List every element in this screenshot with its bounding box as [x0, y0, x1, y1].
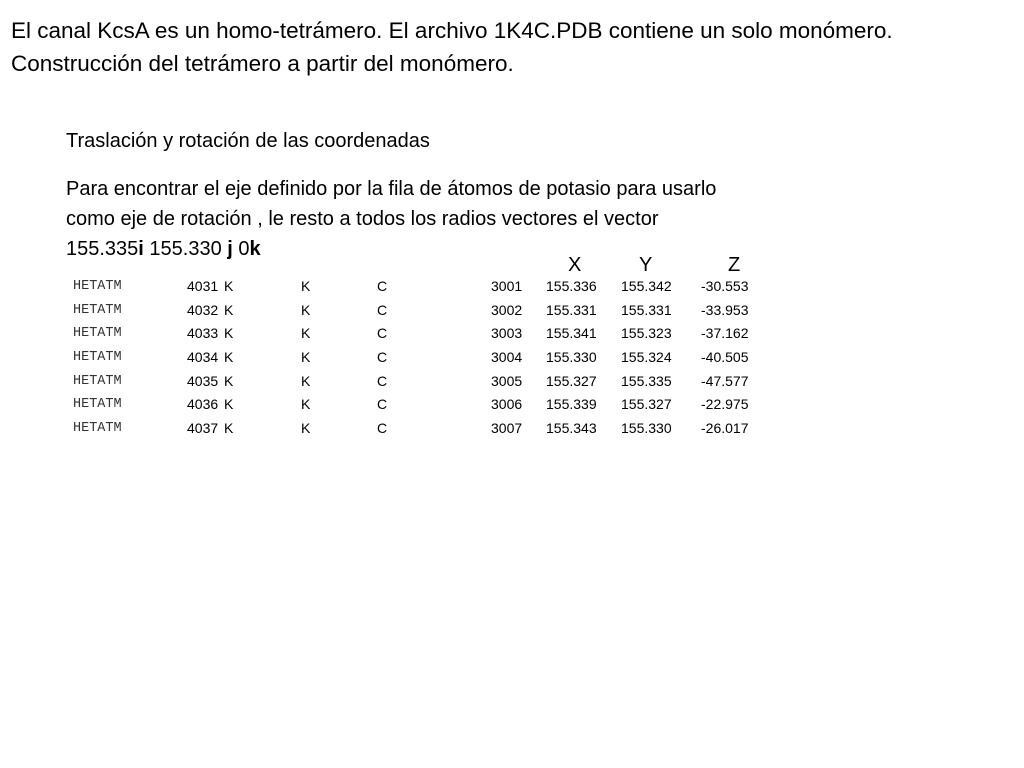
- coord-x: 155.341: [546, 325, 597, 342]
- table-row: [72, 370, 772, 394]
- coord-x: 155.330: [546, 349, 597, 366]
- vector-k-value: 0: [232, 238, 250, 260]
- coord-y: 155.331: [621, 301, 672, 318]
- table-row: [72, 346, 772, 370]
- record-type: HETATM: [73, 279, 122, 294]
- coord-z: -40.505: [701, 349, 749, 366]
- coord-y: 155.324: [621, 349, 672, 366]
- record-type: HETATM: [73, 373, 122, 389]
- coord-z: -22.975: [701, 396, 749, 413]
- title-line-2: Construcción del tetrámero a partir del monómero.: [11, 51, 514, 76]
- atom-serial: 4031: [187, 278, 219, 294]
- residue-name: K: [301, 396, 311, 413]
- chain-id: C: [377, 396, 388, 413]
- column-header-z: Z: [728, 254, 741, 276]
- vector-j-value: 155.330: [143, 238, 228, 260]
- residue-number: 3004: [491, 349, 523, 366]
- coord-x: 155.327: [546, 372, 597, 389]
- chain-id: C: [377, 420, 388, 437]
- atom-name: K: [224, 420, 234, 437]
- coord-z: -37.162: [701, 325, 749, 342]
- coord-y: 155.330: [621, 420, 672, 437]
- residue-number: 3001: [491, 278, 523, 294]
- residue-name: K: [301, 349, 311, 366]
- residue-name: K: [301, 325, 311, 342]
- vector-k-unit: k: [249, 238, 261, 260]
- atom-name: K: [224, 372, 234, 389]
- record-type: HETATM: [73, 350, 122, 366]
- residue-number: 3003: [491, 325, 523, 342]
- atom-name: K: [224, 349, 234, 366]
- residue-name: K: [301, 301, 311, 318]
- table-row: [72, 393, 772, 417]
- residue-number: 3007: [491, 420, 523, 437]
- chain-id: C: [377, 349, 388, 366]
- atom-serial: 4037: [187, 420, 219, 437]
- residue-name: K: [301, 372, 311, 389]
- title-line-1: El canal KcsA es un homo-tetrámero. El archivo 1K4C.PDB contiene un solo monómero.: [11, 18, 893, 43]
- column-header-y: Y: [639, 254, 653, 276]
- record-type: HETATM: [73, 302, 122, 318]
- column-header-x: X: [568, 254, 582, 276]
- section-subtitle: Traslación y rotación de las coordenadas: [66, 130, 430, 152]
- atom-name: K: [224, 301, 234, 318]
- record-type: HETATM: [73, 421, 122, 437]
- coord-y: 155.327: [621, 396, 672, 413]
- coord-z: -33.953: [701, 301, 749, 318]
- coord-x: 155.343: [546, 420, 597, 437]
- table-row: [72, 299, 772, 323]
- chain-id: C: [377, 372, 388, 389]
- chain-id: C: [377, 278, 388, 294]
- residue-name: K: [301, 278, 311, 294]
- atom-name: K: [224, 325, 234, 342]
- coord-z: -47.577: [701, 372, 749, 389]
- coord-x: 155.339: [546, 396, 597, 413]
- coord-x: 155.336: [546, 278, 597, 294]
- potassium-atom-table: [72, 275, 772, 441]
- table-row: [72, 275, 772, 299]
- paragraph-line-1: Para encontrar el eje definido por la fila de átomos de potasio para usarlo: [66, 178, 717, 200]
- translation-vector: [66, 234, 866, 264]
- slide-title: [11, 14, 1016, 80]
- coord-x: 155.331: [546, 301, 597, 318]
- chain-id: C: [377, 325, 388, 342]
- coord-z: -30.553: [701, 278, 749, 294]
- residue-name: K: [301, 420, 311, 437]
- atom-serial: 4033: [187, 325, 219, 342]
- atom-serial: 4034: [187, 349, 219, 366]
- coord-y: 155.323: [621, 325, 672, 342]
- residue-number: 3005: [491, 372, 523, 389]
- explanation-paragraph: [66, 174, 866, 264]
- paragraph-line-2: como eje de rotación , le resto a todos los radios vectores el vector: [66, 208, 659, 230]
- chain-id: C: [377, 301, 388, 318]
- residue-number: 3006: [491, 396, 523, 413]
- atom-serial: 4035: [187, 372, 219, 389]
- coord-y: 155.342: [621, 278, 672, 294]
- record-type: HETATM: [73, 397, 122, 413]
- atom-serial: 4036: [187, 396, 219, 413]
- residue-number: 3002: [491, 301, 523, 318]
- atom-serial: 4032: [187, 301, 219, 318]
- coord-y: 155.335: [621, 372, 672, 389]
- coord-z: -26.017: [701, 420, 749, 437]
- vector-i-unit: i: [138, 238, 144, 260]
- table-row: [72, 417, 772, 441]
- atom-name: K: [224, 396, 234, 413]
- vector-j-unit: j: [227, 238, 233, 260]
- record-type: HETATM: [73, 326, 122, 342]
- vector-i-value: 155.335: [66, 238, 139, 260]
- table-row: [72, 322, 772, 346]
- atom-name: K: [224, 278, 234, 294]
